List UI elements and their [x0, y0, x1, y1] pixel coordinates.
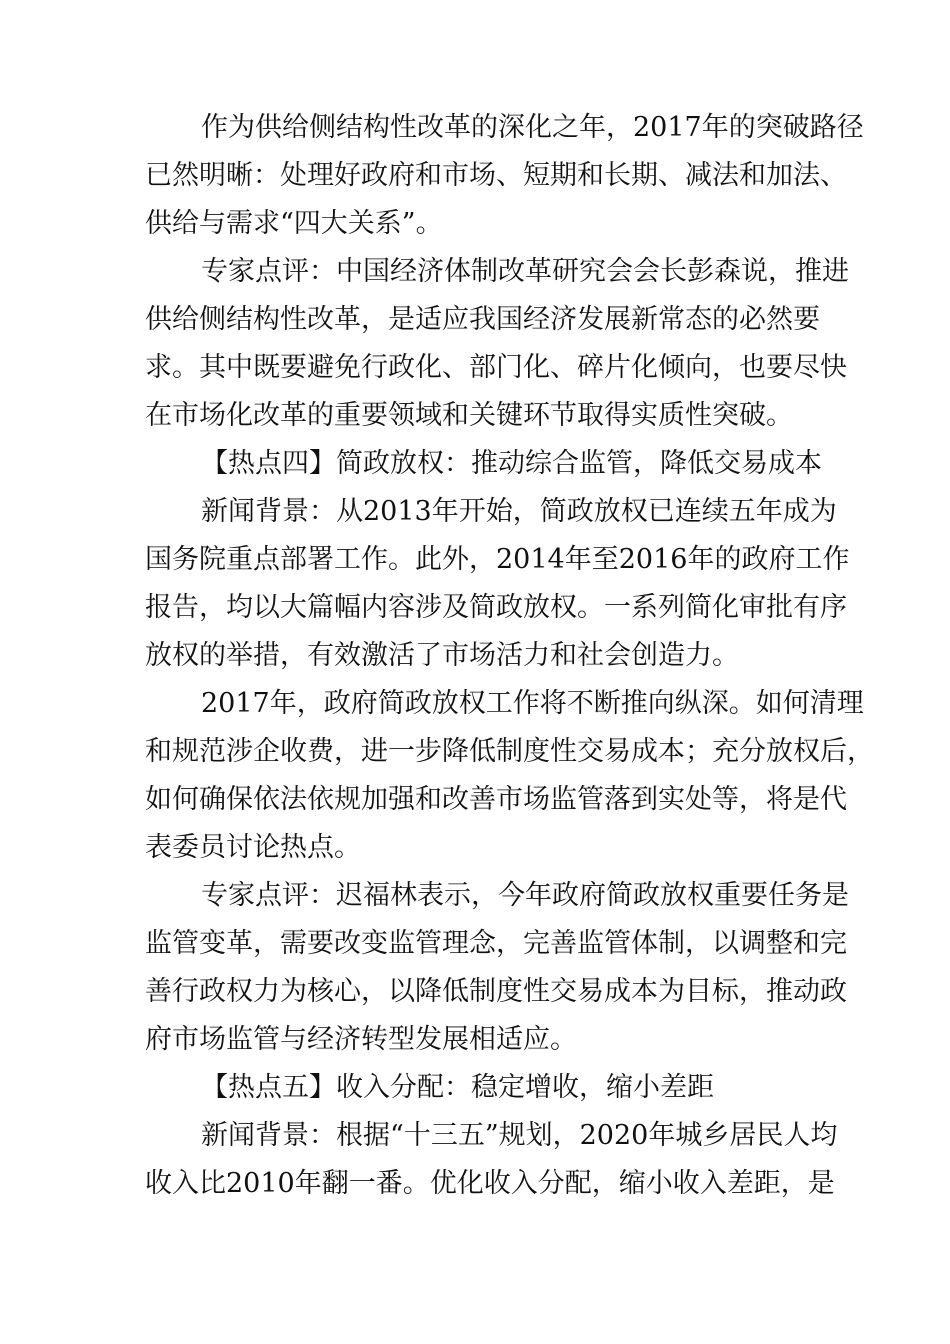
text-line: 【热点四】简政放权：推动综合监管，降低交易成本	[201, 448, 822, 479]
text-line: 府市场监管与经济转型发展相适应。	[145, 1024, 577, 1055]
text-line: 供给与需求“四大关系”。	[145, 208, 443, 239]
text-line: 收 入 比 2010 年 翻 一 番 。 优 化 收 入 分 配 ， 缩 小 收 入 差 距 ， 是	[145, 1168, 835, 1199]
text-line: 新 闻 背 景 ： 根 据 “ 十 三 五 ” 规 划 ， 2020 年 城 乡 居 民 人 均	[201, 1120, 838, 1151]
text-line: 在市场化改革的重要领域和关键环节取得实质性突破。	[145, 400, 793, 431]
text-line: 【热点五】收入分配：稳定增收，缩小差距	[201, 1072, 714, 1103]
text-line: 已 然 明 晰 ： 处 理 好 政 府 和 市 场 、 短 期 和 长 期 、 减 法 和 加 法 、	[145, 160, 847, 191]
text-line: 专 家 点 评 ： 中 国 经 济 体 制 改 革 研 究 会 会 长 彭 森 说 ， 推 进	[201, 256, 849, 287]
text-line: 专 家 点 评 ： 迟 福 林 表 示 ， 今 年 政 府 简 政 放 权 重 要 任 务 是	[201, 880, 849, 911]
text-line: 国 务 院 重 点 部 署 工 作 。 此 外 ， 2014 年 至 2016 年 的 政 府 工 作	[145, 544, 850, 575]
text-line: 和 规 范 涉 企 收 费 ， 进 一 步 降 低 制 度 性 交 易 成 本 ； 充 分 放 权 后 ，	[145, 736, 874, 767]
text-line: 2017 年 ， 政 府 简 政 放 权 工 作 将 不 断 推 向 纵 深 。 如 何 清 理	[201, 688, 864, 719]
text-line: 求 。 其 中 既 要 避 免 行 政 化 、 部 门 化 、 碎 片 化 倾 向 ， 也 要 尽 快	[145, 352, 847, 383]
text-line: 监 管 变 革 ， 需 要 改 变 监 管 理 念 ， 完 善 监 管 体 制 ， 以 调 整 和 完	[145, 928, 847, 959]
text-line: 作 为 供 给 侧 结 构 性 改 革 的 深 化 之 年 ， 2017 年 的 突 破 路 径	[201, 112, 864, 143]
document-body	[145, 104, 874, 1208]
text-line: 报 告 ， 均 以 大 篇 幅 内 容 涉 及 简 政 放 权 。 一 系 列 简 化 审 批 有 序	[145, 592, 847, 623]
text-line: 放权的举措，有效激活了市场活力和社会创造力。	[145, 640, 739, 671]
text-line: 如 何 确 保 依 法 依 规 加 强 和 改 善 市 场 监 管 落 到 实 处 等 ， 将 是 代	[145, 784, 847, 815]
text-line: 表委员讨论热点。	[145, 832, 361, 863]
text-line: 供 给 侧 结 构 性 改 革 ， 是 适 应 我 国 经 济 发 展 新 常 态 的 必 然 要	[145, 304, 820, 335]
text-line: 新 闻 背 景 ： 从 2013 年 开 始 ， 简 政 放 权 已 连 续 五 年 成 为	[201, 496, 837, 527]
text-line: 善 行 政 权 力 为 核 心 ， 以 降 低 制 度 性 交 易 成 本 为 目 标 ， 推 动 政	[145, 976, 847, 1007]
